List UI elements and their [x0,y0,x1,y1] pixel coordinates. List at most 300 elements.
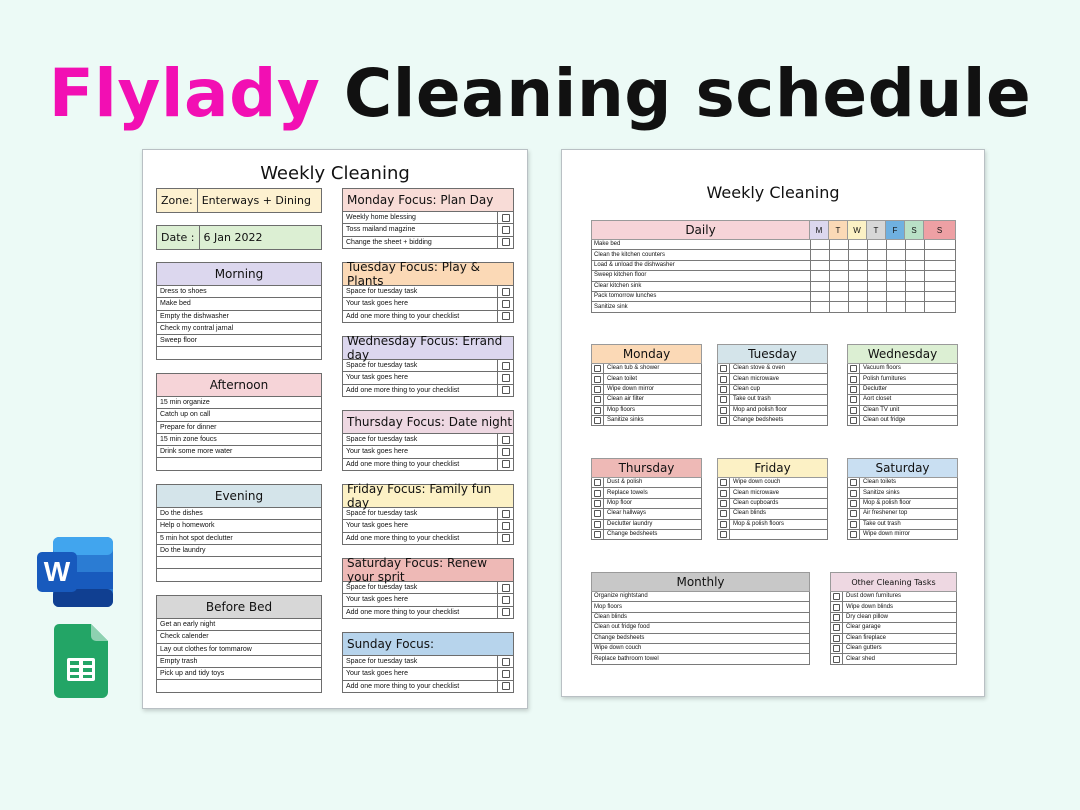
checkbox-cell [497,212,513,223]
routine-item[interactable] [156,347,322,359]
routine-item[interactable]: 15 min zone foucs [156,434,322,446]
checkbox-cell [592,374,604,383]
checkbox[interactable] [502,510,510,518]
checkbox-cell [497,607,513,618]
checkbox-cell [592,406,604,415]
date-field[interactable] [156,225,322,250]
weekday-task-row[interactable] [847,385,958,395]
checkbox-cell [831,592,843,601]
checkbox[interactable] [720,521,727,528]
checkbox[interactable] [720,490,727,497]
day-check-cell[interactable] [924,292,956,301]
day-check-cell[interactable] [924,240,956,249]
weekday-task-row[interactable] [591,520,702,530]
routine-item[interactable]: Catch up on call [156,409,322,421]
routine-item[interactable]: Help o homework [156,520,322,532]
routine-item[interactable]: Do the dishes [156,508,322,520]
focus-task-label: Add one more thing to your checklist [346,534,460,542]
checkbox[interactable] [833,614,840,621]
checkbox-cell [592,416,604,425]
checkbox[interactable] [594,365,601,372]
weekday-task-row[interactable] [591,509,702,519]
checkbox[interactable] [502,584,510,592]
routine-heading: Morning [156,262,322,286]
focus-task[interactable] [342,446,514,458]
checkbox-cell [592,499,604,508]
weekday-task-row[interactable] [591,416,702,426]
day-check-cell[interactable] [924,250,956,259]
checkbox-cell [497,459,513,470]
checkbox[interactable] [833,645,840,652]
routine-item[interactable]: Check my contral jarnal [156,323,322,335]
focus-task[interactable] [342,434,514,446]
focus-task[interactable] [342,594,514,606]
day-check-cell[interactable] [867,261,886,270]
day-check-cell[interactable] [848,240,867,249]
day-check-cell[interactable] [848,282,867,291]
checkbox-cell [718,488,730,497]
weekday-task-row[interactable] [717,364,828,374]
weekday-task-row[interactable] [847,530,958,540]
checkbox-cell [497,594,513,605]
day-check-cell[interactable] [924,302,956,311]
weekday-heading-wednesday: Wednesday [847,344,958,364]
other-task-row[interactable] [830,613,957,623]
weekday-task-label: Clean air filter [607,396,645,403]
weekday-task-label: Vacuum floors [863,365,901,372]
checkbox[interactable] [502,522,510,530]
checkbox-cell [497,681,513,692]
weekday-task-row[interactable] [847,520,958,530]
focus-task[interactable] [342,224,514,236]
routine-item[interactable] [156,458,322,470]
weekday-task-row[interactable] [591,406,702,416]
checkbox[interactable] [720,531,727,538]
checkbox[interactable] [850,376,857,383]
checkbox[interactable] [850,510,857,517]
routine-item[interactable]: Empty trash [156,656,322,668]
day-check-cell[interactable] [829,240,848,249]
checkbox[interactable] [502,460,510,468]
word-letter: W [43,556,71,587]
other-task-row[interactable] [830,592,957,602]
routine-item[interactable]: Prepare for dinner [156,422,322,434]
day-check-cell[interactable] [886,292,905,301]
checkbox-cell [497,508,513,519]
checkbox-cell [592,385,604,394]
checkbox[interactable] [502,386,510,394]
checkbox-cell [592,395,604,404]
day-check-cell[interactable] [848,292,867,301]
other-task-row[interactable] [830,654,957,664]
microsoft-word-icon [37,537,113,607]
day-column-header: F [886,220,905,240]
weekday-task-label: Mop floor [607,499,633,506]
day-check-cell[interactable] [829,250,848,259]
day-check-cell[interactable] [867,240,886,249]
monthly-task-row[interactable] [591,613,810,623]
weekday-task-row[interactable] [847,395,958,405]
other-task-label: Clear shed [846,655,876,662]
checkbox[interactable] [594,490,601,497]
checkbox-cell [848,395,860,404]
monthly-task-row[interactable] [591,602,810,612]
day-check-cell[interactable] [810,302,829,311]
day-check-cell[interactable] [924,261,956,270]
checkbox-cell [592,509,604,518]
routine-item[interactable]: Do the laundry [156,545,322,557]
weekday-task-row[interactable] [717,395,828,405]
zone-field[interactable] [156,188,322,213]
routine-item[interactable]: Pick up and tidy toys [156,668,322,680]
routine-heading: Afternoon [156,373,322,397]
weekday-task-row[interactable] [717,488,828,498]
other-task-label: Dry clean pillow [846,613,889,620]
checkbox[interactable] [502,682,510,690]
weekday-task-row[interactable] [847,488,958,498]
focus-task[interactable] [342,520,514,532]
checkbox[interactable] [850,407,857,414]
checkbox-cell [497,656,513,667]
checkbox[interactable] [594,376,601,383]
weekday-task-label: Take out trash [863,520,901,527]
daily-task-row[interactable] [591,240,956,250]
routine-item[interactable] [156,557,322,569]
focus-block-monday [342,188,514,249]
routine-item[interactable]: Dress to shoes [156,286,322,298]
day-check-cell[interactable] [810,261,829,270]
other-task-row[interactable] [830,602,957,612]
checkbox[interactable] [594,386,601,393]
monthly-task-label: Change bedsheets [594,634,645,641]
checkbox[interactable] [502,214,510,222]
daily-task-row[interactable] [591,282,956,292]
checkbox[interactable] [594,500,601,507]
checkbox[interactable] [720,407,727,414]
monthly-task-label: Clean out fridge food [594,624,650,631]
day-check-cell[interactable] [905,302,924,311]
weekday-task-row[interactable] [591,478,702,488]
day-check-cell[interactable] [829,271,848,280]
checkbox-cell [848,488,860,497]
weekday-task-label: Take out trash [733,396,771,403]
focus-task-label: Add one more thing to your checklist [346,312,460,320]
other-task-row[interactable] [830,623,957,633]
checkbox-cell [497,372,513,383]
weekday-task-row[interactable] [847,416,958,426]
focus-task[interactable] [342,656,514,668]
monthly-task-row[interactable] [591,644,810,654]
day-check-cell[interactable] [905,271,924,280]
day-check-cell[interactable] [810,282,829,291]
day-column-header: M [810,220,829,240]
checkbox[interactable] [502,362,510,370]
day-check-cell[interactable] [848,261,867,270]
focus-task[interactable] [342,681,514,693]
checkbox[interactable] [833,593,840,600]
weekday-task-label: Change bedsheets [733,417,784,424]
zone-value: Enterways + Dining [201,194,311,207]
checkbox[interactable] [594,479,601,486]
other-task-row[interactable] [830,634,957,644]
checkbox[interactable] [720,386,727,393]
routine-item[interactable]: Empty the dishwasher [156,311,322,323]
checkbox-cell [831,644,843,653]
focus-task-label: Your task goes here [346,522,409,530]
day-check-cell[interactable] [886,282,905,291]
checkbox[interactable] [502,608,510,616]
day-check-cell[interactable] [905,240,924,249]
focus-task[interactable] [342,459,514,471]
focus-task-label: Add one more thing to your checklist [346,460,460,468]
checkbox[interactable] [502,238,510,246]
weekday-task-row[interactable] [717,385,828,395]
checkbox[interactable] [502,226,510,234]
day-check-cell[interactable] [810,292,829,301]
checkbox[interactable] [502,436,510,444]
routine-item[interactable] [156,680,322,692]
weekday-task-row[interactable] [717,416,828,426]
day-check-cell[interactable] [867,292,886,301]
focus-task[interactable] [342,298,514,310]
checkbox[interactable] [594,531,601,538]
day-check-cell[interactable] [867,282,886,291]
checkbox-cell [718,520,730,529]
checkbox-cell [497,311,513,322]
monthly-task-row[interactable] [591,623,810,633]
monthly-task-label: Clean blinds [594,613,628,620]
daily-task-row[interactable] [591,302,956,312]
weekday-task-row[interactable] [591,364,702,374]
day-check-cell[interactable] [829,302,848,311]
checkbox-cell [497,224,513,235]
routine-item[interactable]: Sweep floor [156,335,322,347]
checkbox[interactable] [594,396,601,403]
daily-task-row[interactable] [591,261,956,271]
focus-task-label: Change the sheet + bidding [346,238,432,246]
weekday-heading-tuesday: Tuesday [717,344,828,364]
day-check-cell[interactable] [886,240,905,249]
day-check-cell[interactable] [886,250,905,259]
day-check-cell[interactable] [848,271,867,280]
routine-block-evening [156,484,322,582]
checkbox-cell [831,634,843,643]
daily-task-row[interactable] [591,250,956,260]
weekday-task-row[interactable] [717,520,828,530]
checkbox[interactable] [594,407,601,414]
checkbox[interactable] [594,521,601,528]
weekday-task-row[interactable] [591,374,702,384]
daily-task-row[interactable] [591,292,956,302]
focus-heading: Sunday Focus: [342,632,514,656]
checkbox[interactable] [502,596,510,604]
checkbox-cell [592,364,604,373]
checkbox[interactable] [850,386,857,393]
day-check-cell[interactable] [905,292,924,301]
monthly-task-row[interactable] [591,654,810,664]
weekday-task-row[interactable] [847,509,958,519]
google-sheets-icon [54,624,108,698]
checkbox[interactable] [502,288,510,296]
checkbox[interactable] [502,670,510,678]
day-check-cell[interactable] [905,261,924,270]
focus-task-label: Space for tuesday task [346,658,418,666]
weekday-task-row[interactable] [847,499,958,509]
monthly-task-row[interactable] [591,634,810,644]
daily-task-row[interactable] [591,271,956,281]
checkbox[interactable] [850,396,857,403]
checkbox[interactable] [594,510,601,517]
weekday-task-label: Clean blinds [733,510,767,517]
checkbox-cell [848,385,860,394]
checkbox[interactable] [833,604,840,611]
day-check-cell[interactable] [810,240,829,249]
checkbox[interactable] [850,500,857,507]
checkbox[interactable] [850,417,857,424]
day-check-cell[interactable] [905,250,924,259]
checkbox[interactable] [502,448,510,456]
other-task-label: Clean gutters [846,645,882,652]
day-check-cell[interactable] [848,302,867,311]
checkbox[interactable] [850,531,857,538]
routine-item[interactable] [156,569,322,581]
checkbox[interactable] [720,365,727,372]
focus-task[interactable] [342,668,514,680]
weekday-task-label: Clean stove & oven [733,365,786,372]
routine-item[interactable]: Check calender [156,631,322,643]
weekday-task-row[interactable] [847,374,958,384]
checkbox-cell [831,623,843,632]
weekday-task-row[interactable] [847,406,958,416]
weekday-task-row[interactable] [717,509,828,519]
checkbox[interactable] [720,396,727,403]
weekday-task-label: Polish furnitures [863,375,907,382]
checkbox-cell [848,374,860,383]
day-check-cell[interactable] [848,250,867,259]
focus-block-friday [342,484,514,545]
focus-heading: Thursday Focus: Date night [342,410,514,434]
day-check-cell[interactable] [829,261,848,270]
checkbox[interactable] [720,376,727,383]
title-rest: Cleaning schedule [343,55,1032,132]
weekday-task-label: Clean cupboards [733,499,779,506]
weekday-task-label: Wipe down couch [733,479,781,486]
weekday-task-row[interactable] [717,530,828,540]
weekday-task-row[interactable] [591,499,702,509]
checkbox[interactable] [850,479,857,486]
weekday-task-row[interactable] [591,488,702,498]
checkbox-cell [848,499,860,508]
other-task-label: Wipe down blinds [846,603,894,610]
checkbox[interactable] [833,624,840,631]
checkbox[interactable] [502,374,510,382]
checkbox[interactable] [720,479,727,486]
focus-task[interactable] [342,212,514,224]
checkbox-cell [848,406,860,415]
focus-heading: Tuesday Focus: Play & Plants [342,262,514,286]
weekday-task-label: Clean toilets [863,479,897,486]
weekday-task-row[interactable] [591,395,702,405]
focus-task[interactable] [342,311,514,323]
other-task-label: Clean fireplace [846,634,887,641]
other-task-row[interactable] [830,644,957,654]
checkbox-cell [848,530,860,539]
weekday-task-label: Clean out fridge [863,417,906,424]
routine-item[interactable]: 15 min organize [156,397,322,409]
checkbox[interactable] [833,656,840,663]
weekday-task-row[interactable] [591,530,702,540]
checkbox[interactable] [720,500,727,507]
day-check-cell[interactable] [886,261,905,270]
checkbox[interactable] [594,417,601,424]
checkbox[interactable] [502,658,510,666]
checkbox-cell [831,654,843,663]
weekday-task-label: Sanitize sinks [863,489,900,496]
day-check-cell[interactable] [867,271,886,280]
checkbox[interactable] [833,635,840,642]
focus-task-label: Space for tuesday task [346,288,418,296]
focus-block-thursday [342,410,514,471]
checkbox[interactable] [850,490,857,497]
focus-task-label: Your task goes here [346,670,409,678]
weekday-task-row[interactable] [847,478,958,488]
focus-task[interactable] [342,372,514,384]
checkbox-cell [848,520,860,529]
weekday-task-label: Mop & polish floor [863,499,912,506]
focus-task[interactable] [342,385,514,397]
weekday-task-row[interactable] [717,478,828,488]
day-check-cell[interactable] [905,282,924,291]
weekday-heading-friday: Friday [717,458,828,478]
weekday-heading-monday: Monday [591,344,702,364]
checkbox[interactable] [850,521,857,528]
checkbox[interactable] [720,417,727,424]
weekday-task-row[interactable] [717,406,828,416]
routine-item[interactable]: Drink some more water [156,446,322,458]
day-check-cell[interactable] [810,250,829,259]
weekday-task-row[interactable] [717,499,828,509]
routine-item[interactable]: Make bed [156,298,322,310]
monthly-task-row[interactable] [591,592,810,602]
day-check-cell[interactable] [829,292,848,301]
focus-task[interactable] [342,237,514,249]
checkbox-cell [848,509,860,518]
focus-task[interactable] [342,533,514,545]
day-check-cell[interactable] [924,282,956,291]
day-check-cell[interactable] [867,302,886,311]
day-check-cell[interactable] [886,302,905,311]
day-check-cell[interactable] [886,271,905,280]
checkbox[interactable] [502,300,510,308]
focus-task[interactable] [342,607,514,619]
checkbox[interactable] [720,510,727,517]
day-column-header: T [829,220,848,240]
checkbox-cell [592,488,604,497]
routine-item[interactable]: Lay out clothes for tommarow [156,644,322,656]
checkbox[interactable] [502,312,510,320]
routine-item[interactable]: Get an early night [156,619,322,631]
day-check-cell[interactable] [867,250,886,259]
day-check-cell[interactable] [924,271,956,280]
weekday-task-row[interactable] [847,364,958,374]
checkbox[interactable] [850,365,857,372]
day-check-cell[interactable] [810,271,829,280]
weekday-task-row[interactable] [591,385,702,395]
day-check-cell[interactable] [829,282,848,291]
routine-item[interactable]: 5 min hot spot declutter [156,533,322,545]
checkbox[interactable] [502,534,510,542]
weekday-task-row[interactable] [717,374,828,384]
